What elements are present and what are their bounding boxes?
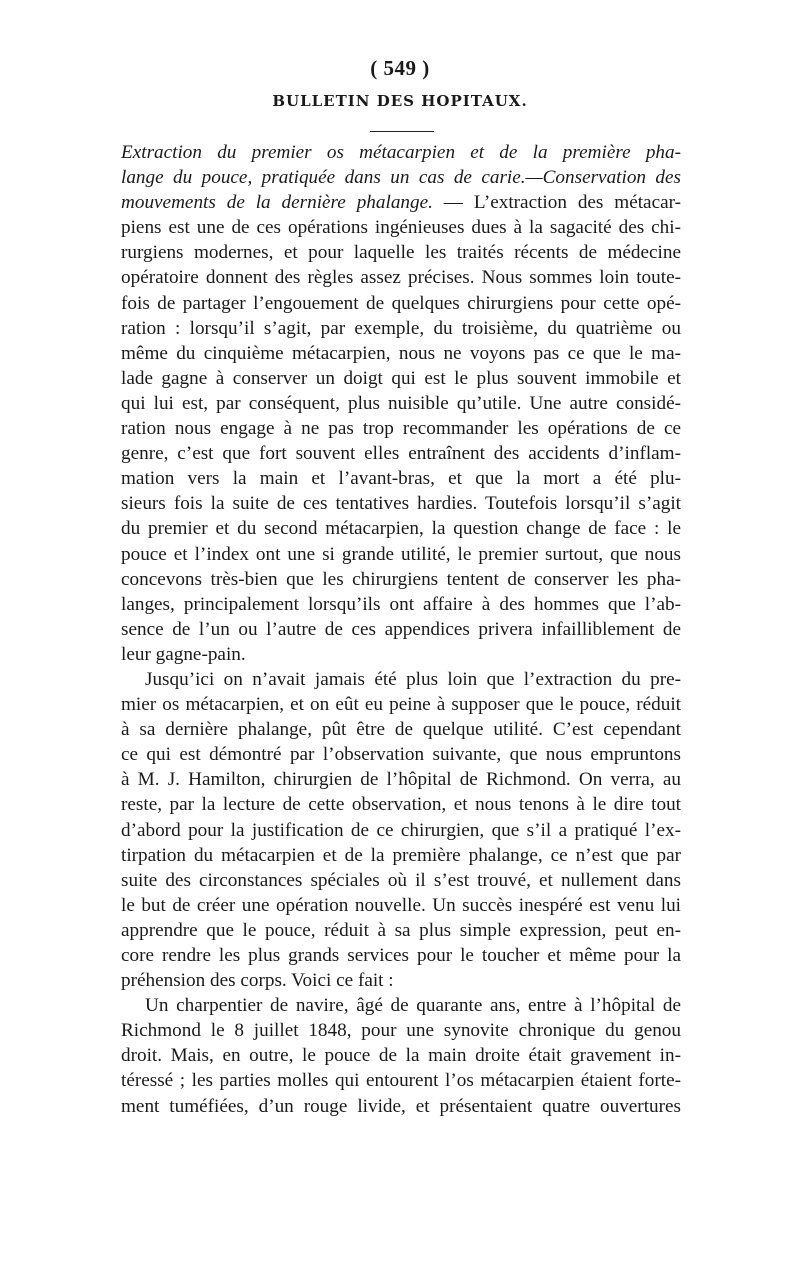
- text-line: [121, 441, 681, 466]
- text-line: [121, 316, 681, 341]
- text-line: [121, 491, 681, 516]
- running-head: BULLETIN DES HOPITAUX.: [272, 92, 528, 110]
- text-segment: leur gagne-pain.: [121, 643, 246, 665]
- text-line: [121, 240, 681, 265]
- text-segment: sence de l’un ou l’autre de ces appendices privera infailliblement de: [121, 618, 681, 640]
- text-segment: tirpation du métacarpien et de la première phalange, ce n’est que par: [121, 844, 681, 866]
- text-segment: téressé ; les parties molles qui entourent l’os métacarpien étaient forte-: [121, 1070, 681, 1092]
- text-segment: à M. J. Hamilton, chirurgien de l’hôpital de Richmond. On verra, au: [121, 769, 681, 791]
- text-line: [121, 893, 681, 918]
- text-line: [121, 215, 681, 240]
- text-line: [121, 165, 681, 190]
- text-segment: mation vers la main et l’avant-bras, et que la mort a été plu-: [121, 468, 681, 490]
- text-line: [121, 265, 681, 290]
- text-line: [121, 792, 681, 817]
- text-segment: pouce et l’index ont une si grande utilité, le premier surtout, que nous: [121, 543, 681, 565]
- text-line: [121, 466, 681, 491]
- text-line: [121, 1068, 681, 1093]
- text-segment: Jusqu’ici on n’avait jamais été plus loin que l’extraction du pre-: [145, 668, 681, 690]
- text-segment: langes, principalement lorsqu’ils ont affaire à des hommes que l’ab-: [121, 593, 681, 615]
- article-body: [121, 140, 681, 1119]
- text-line: [121, 1018, 681, 1043]
- page-number: ( 549 ): [370, 56, 430, 80]
- text-line: [121, 617, 681, 642]
- text-line: [121, 542, 681, 567]
- text-segment: droit. Mais, en outre, le pouce de la main droite était gravement in-: [121, 1045, 681, 1067]
- text-line: [121, 140, 681, 165]
- text-line: [121, 1043, 681, 1068]
- text-segment: genre, c’est que fort souvent elles entraînent des accidents d’inflam-: [121, 443, 681, 465]
- text-segment: ce qui est démontré par l’observation suivante, que nous empruntons: [121, 744, 681, 766]
- text-segment: apprendre que le pouce, réduit à sa plus simple expression, peut en-: [121, 919, 681, 941]
- text-segment: opératoire donnent des règles assez précises. Nous sommes loin toute-: [121, 267, 681, 289]
- text-line: [121, 592, 681, 617]
- italic-text: lange du pouce, pratiquée dans un cas de carie.—Conservation des: [121, 167, 681, 189]
- text-segment: mier os métacarpien, et on eût eu peine à supposer que le pouce, réduit: [121, 694, 681, 716]
- text-line: [121, 692, 681, 717]
- text-segment: le but de créer une opération nouvelle. Un succès inespéré est venu lui: [121, 894, 681, 916]
- text-line: [121, 843, 681, 868]
- text-segment: fois de partager l’engouement de quelques chirurgiens pour cette opé-: [121, 292, 681, 314]
- text-line: [121, 943, 681, 968]
- text-segment: Richmond le 8 juillet 1848, pour une synovite chronique du genou: [121, 1020, 681, 1042]
- text-line: [121, 516, 681, 541]
- text-segment: qui lui est, par conséquent, plus nuisible qu’utile. Une autre considé-: [121, 392, 681, 414]
- text-segment: du premier et du second métacarpien, la question change de face : le: [121, 518, 681, 540]
- text-line: [121, 818, 681, 843]
- text-line: [121, 667, 681, 692]
- text-line: [121, 968, 681, 993]
- text-segment: ration : lorsqu’il s’agit, par exemple, du troisième, du quatrième ou: [121, 317, 681, 339]
- text-line: [121, 391, 681, 416]
- text-segment: préhension des corps. Voici ce fait :: [121, 970, 394, 992]
- text-segment: même du cinquième métacarpien, nous ne voyons pas ce que le ma-: [121, 342, 681, 364]
- text-segment: à sa dernière phalange, pût être de quelque utilité. C’est cependant: [121, 719, 681, 741]
- text-line: [121, 918, 681, 943]
- text-segment: suite des circonstances spéciales où il s’est trouvé, et nullement dans: [121, 869, 681, 891]
- text-line: [121, 1094, 681, 1119]
- text-segment: concevons très-bien que les chirurgiens tentent de conserver les pha-: [121, 568, 681, 590]
- text-line: [121, 190, 681, 215]
- text-line: [121, 416, 681, 441]
- text-line: [121, 366, 681, 391]
- text-line: [121, 717, 681, 742]
- text-line: [121, 868, 681, 893]
- text-segment: sieurs fois la suite de ces tentatives hardies. Toutefois lorsqu’il s’agit: [121, 493, 681, 515]
- text-line: [121, 291, 681, 316]
- text-segment: rurgiens modernes, et pour laquelle les traités récents de médecine: [121, 242, 681, 264]
- header-rule: [370, 131, 434, 132]
- text-line: [121, 341, 681, 366]
- text-segment: lade gagne à conserver un doigt qui est le plus souvent immobile et: [121, 367, 681, 389]
- text-line: [121, 567, 681, 592]
- text-segment: ment tuméfiées, d’un rouge livide, et présentaient quatre ouvertures: [121, 1095, 681, 1117]
- text-line: [121, 993, 681, 1018]
- text-segment: piens est une de ces opérations ingénieuses dues à la sagacité des chi-: [121, 217, 681, 239]
- text-line: [121, 742, 681, 767]
- text-segment: ration nous engage à ne pas trop recommander les opérations de ce: [121, 418, 681, 440]
- text-segment: reste, par la lecture de cette observation, et nous tenons à le dire tout: [121, 794, 681, 816]
- text-segment: — L’extraction des métacar-: [432, 192, 682, 214]
- text-segment: Un charpentier de navire, âgé de quarante ans, entre à l’hôpital de: [145, 995, 681, 1017]
- text-segment: d’abord pour la justification de ce chirurgien, que s’il a pratiqué l’ex-: [121, 819, 681, 841]
- text-line: [121, 767, 681, 792]
- text-segment: core rendre les plus grands services pour le toucher et même pour la: [121, 945, 681, 966]
- text-line: [121, 642, 681, 667]
- italic-text: Extraction du premier os métacarpien et de la première pha-: [121, 142, 681, 163]
- italic-text: mouvements de la dernière phalange.: [121, 192, 433, 214]
